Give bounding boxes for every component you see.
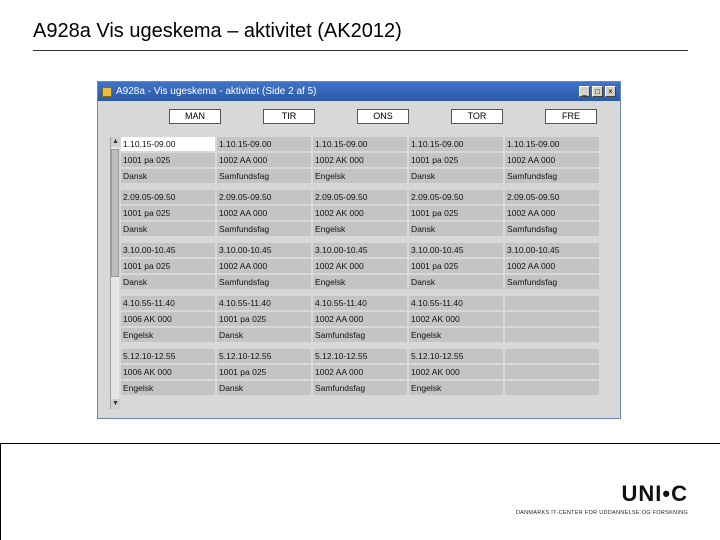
schedule-cell-subject[interactable]: Engelsk — [409, 328, 503, 342]
schedule-cell-room[interactable]: 1002 AA 000 — [505, 206, 599, 220]
slide-title: A928a Vis ugeskema – aktivitet (AK2012) — [33, 20, 402, 42]
schedule-cell-room[interactable] — [505, 365, 599, 379]
schedule-row-subject — [121, 275, 601, 289]
schedule-cell-time[interactable] — [505, 349, 599, 363]
schedule-row-time — [121, 296, 601, 310]
schedule-cell-time[interactable]: 3.10.00-10.45 — [409, 243, 503, 257]
schedule-cell-time[interactable] — [505, 296, 599, 310]
schedule-cell-room[interactable]: 1002 AA 000 — [313, 365, 407, 379]
schedule-cell-time[interactable]: 5.12.10-12.55 — [313, 349, 407, 363]
schedule-row-subject — [121, 169, 601, 183]
schedule-cell-subject[interactable]: Dansk — [409, 222, 503, 236]
schedule-cell-time[interactable]: 1.10.15-09.00 — [313, 137, 407, 151]
schedule-cell-time[interactable]: 3.10.00-10.45 — [121, 243, 215, 257]
schedule-cell-time[interactable]: 2.09.05-09.50 — [313, 190, 407, 204]
schedule-cell-subject[interactable]: Samfundsfag — [505, 169, 599, 183]
window-title: A928a - Vis ugeskema - aktivitet (Side 2 af 5) — [116, 86, 317, 97]
schedule-row-room — [121, 365, 601, 379]
schedule-cell-room[interactable]: 1006 AK 000 — [121, 365, 215, 379]
schedule-cell-subject[interactable]: Engelsk — [121, 328, 215, 342]
schedule-cell-room[interactable]: 1002 AK 000 — [313, 206, 407, 220]
schedule-cell-room[interactable]: 1002 AA 000 — [217, 206, 311, 220]
schedule-cell-time[interactable]: 5.12.10-12.55 — [409, 349, 503, 363]
day-button-tir[interactable]: TIR — [263, 109, 315, 124]
minimize-button[interactable]: _ — [579, 86, 590, 97]
schedule-row-subject — [121, 222, 601, 236]
schedule-cell-room[interactable]: 1002 AA 000 — [505, 259, 599, 273]
schedule-cell-room[interactable]: 1001 pa 025 — [409, 259, 503, 273]
schedule-cell-room[interactable]: 1002 AK 000 — [409, 365, 503, 379]
schedule-cell-time[interactable]: 2.09.05-09.50 — [121, 190, 215, 204]
schedule-cell-subject[interactable]: Samfundsfag — [313, 328, 407, 342]
schedule-row-room — [121, 259, 601, 273]
schedule-cell-time[interactable]: 5.12.10-12.55 — [121, 349, 215, 363]
schedule-cell-subject[interactable] — [505, 381, 599, 395]
schedule-cell-time[interactable]: 5.12.10-12.55 — [217, 349, 311, 363]
schedule-cell-time[interactable]: 4.10.55-11.40 — [217, 296, 311, 310]
schedule-cell-time[interactable]: 3.10.00-10.45 — [313, 243, 407, 257]
schedule-cell-subject[interactable]: Dansk — [121, 222, 215, 236]
schedule-cell-time[interactable]: 1.10.15-09.00 — [121, 137, 215, 151]
schedule-cell-room[interactable]: 1002 AA 000 — [217, 153, 311, 167]
schedule-cell-time[interactable]: 1.10.15-09.00 — [217, 137, 311, 151]
schedule-cell-room[interactable]: 1001 pa 025 — [217, 312, 311, 326]
schedule-cell-room[interactable]: 1002 AA 000 — [313, 312, 407, 326]
uni-c-logo — [516, 481, 688, 516]
schedule-cell-time[interactable]: 3.10.00-10.45 — [217, 243, 311, 257]
schedule-cell-room[interactable]: 1002 AK 000 — [409, 312, 503, 326]
schedule-cell-subject[interactable]: Samfundsfag — [505, 222, 599, 236]
schedule-cell-subject[interactable]: Dansk — [409, 275, 503, 289]
maximize-button[interactable]: □ — [592, 86, 603, 97]
window-titlebar[interactable] — [98, 82, 620, 101]
scroll-up-arrow-icon[interactable]: ▲ — [112, 138, 119, 145]
schedule-cell-room[interactable] — [505, 312, 599, 326]
day-button-man[interactable]: MAN — [169, 109, 221, 124]
schedule-cell-subject[interactable]: Samfundsfag — [313, 381, 407, 395]
schedule-cell-time[interactable]: 1.10.15-09.00 — [505, 137, 599, 151]
schedule-cell-time[interactable]: 2.09.05-09.50 — [505, 190, 599, 204]
schedule-cell-subject[interactable]: Dansk — [217, 381, 311, 395]
schedule-cell-subject[interactable]: Engelsk — [313, 222, 407, 236]
schedule-cell-time[interactable]: 3.10.00-10.45 — [505, 243, 599, 257]
logo-tagline: DANMARKS IT-CENTER FOR UDDANNELSE OG FORSKNING — [515, 510, 688, 516]
schedule-cell-subject[interactable]: Samfundsfag — [217, 222, 311, 236]
schedule-cell-room[interactable]: 1002 AK 000 — [313, 259, 407, 273]
day-button-ons[interactable]: ONS — [357, 109, 409, 124]
schedule-cell-room[interactable]: 1001 pa 025 — [409, 153, 503, 167]
schedule-cell-room[interactable]: 1002 AA 000 — [217, 259, 311, 273]
schedule-cell-subject[interactable]: Samfundsfag — [217, 275, 311, 289]
schedule-cell-subject[interactable]: Engelsk — [313, 169, 407, 183]
schedule-row-subject — [121, 381, 601, 395]
schedule-cell-subject[interactable]: Dansk — [121, 275, 215, 289]
schedule-cell-room[interactable]: 1002 AK 000 — [313, 153, 407, 167]
schedule-row-time — [121, 243, 601, 257]
schedule-row-room — [121, 312, 601, 326]
schedule-row-room — [121, 206, 601, 220]
schedule-cell-subject[interactable]: Dansk — [409, 169, 503, 183]
schedule-cell-room[interactable]: 1002 AA 000 — [505, 153, 599, 167]
schedule-cell-subject[interactable]: Dansk — [121, 169, 215, 183]
logo-name: UNI•C — [621, 481, 688, 506]
schedule-grid — [121, 137, 601, 402]
schedule-cell-time[interactable]: 4.10.55-11.40 — [313, 296, 407, 310]
schedule-cell-subject[interactable]: Engelsk — [313, 275, 407, 289]
day-button-fre[interactable]: FRE — [545, 109, 597, 124]
schedule-cell-time[interactable]: 2.09.05-09.50 — [217, 190, 311, 204]
schedule-cell-room[interactable]: 1001 pa 025 — [217, 365, 311, 379]
schedule-cell-time[interactable]: 4.10.55-11.40 — [121, 296, 215, 310]
schedule-row-room — [121, 153, 601, 167]
vertical-scrollbar[interactable] — [110, 137, 119, 409]
schedule-cell-room[interactable]: 1001 pa 025 — [121, 206, 215, 220]
app-window — [97, 81, 621, 419]
schedule-cell-time[interactable]: 4.10.55-11.40 — [409, 296, 503, 310]
schedule-cell-room[interactable]: 1001 pa 025 — [121, 259, 215, 273]
schedule-cell-room[interactable]: 1001 pa 025 — [121, 153, 215, 167]
schedule-block — [121, 349, 601, 395]
scroll-down-arrow-icon[interactable]: ▼ — [112, 400, 119, 407]
schedule-row-time — [121, 349, 601, 363]
schedule-cell-subject[interactable] — [505, 328, 599, 342]
schedule-cell-time[interactable]: 1.10.15-09.00 — [409, 137, 503, 151]
schedule-cell-subject[interactable]: Engelsk — [409, 381, 503, 395]
schedule-row-time — [121, 190, 601, 204]
schedule-block — [121, 137, 601, 183]
title-divider — [33, 50, 688, 51]
schedule-cell-subject[interactable]: Dansk — [217, 328, 311, 342]
scroll-thumb[interactable] — [111, 149, 119, 277]
schedule-row-time — [121, 137, 601, 151]
schedule-block — [121, 296, 601, 342]
schedule-cell-subject[interactable]: Samfundsfag — [505, 275, 599, 289]
schedule-cell-subject[interactable]: Samfundsfag — [217, 169, 311, 183]
schedule-cell-room[interactable]: 1006 AK 000 — [121, 312, 215, 326]
day-button-tor[interactable]: TOR — [451, 109, 503, 124]
schedule-cell-subject[interactable]: Engelsk — [121, 381, 215, 395]
schedule-cell-room[interactable]: 1001 pa 025 — [409, 206, 503, 220]
schedule-block — [121, 243, 601, 289]
schedule-row-subject — [121, 328, 601, 342]
day-header-row — [148, 109, 618, 124]
schedule-block — [121, 190, 601, 236]
app-icon — [102, 87, 112, 97]
schedule-cell-time[interactable]: 2.09.05-09.50 — [409, 190, 503, 204]
close-button[interactable]: × — [605, 86, 616, 97]
